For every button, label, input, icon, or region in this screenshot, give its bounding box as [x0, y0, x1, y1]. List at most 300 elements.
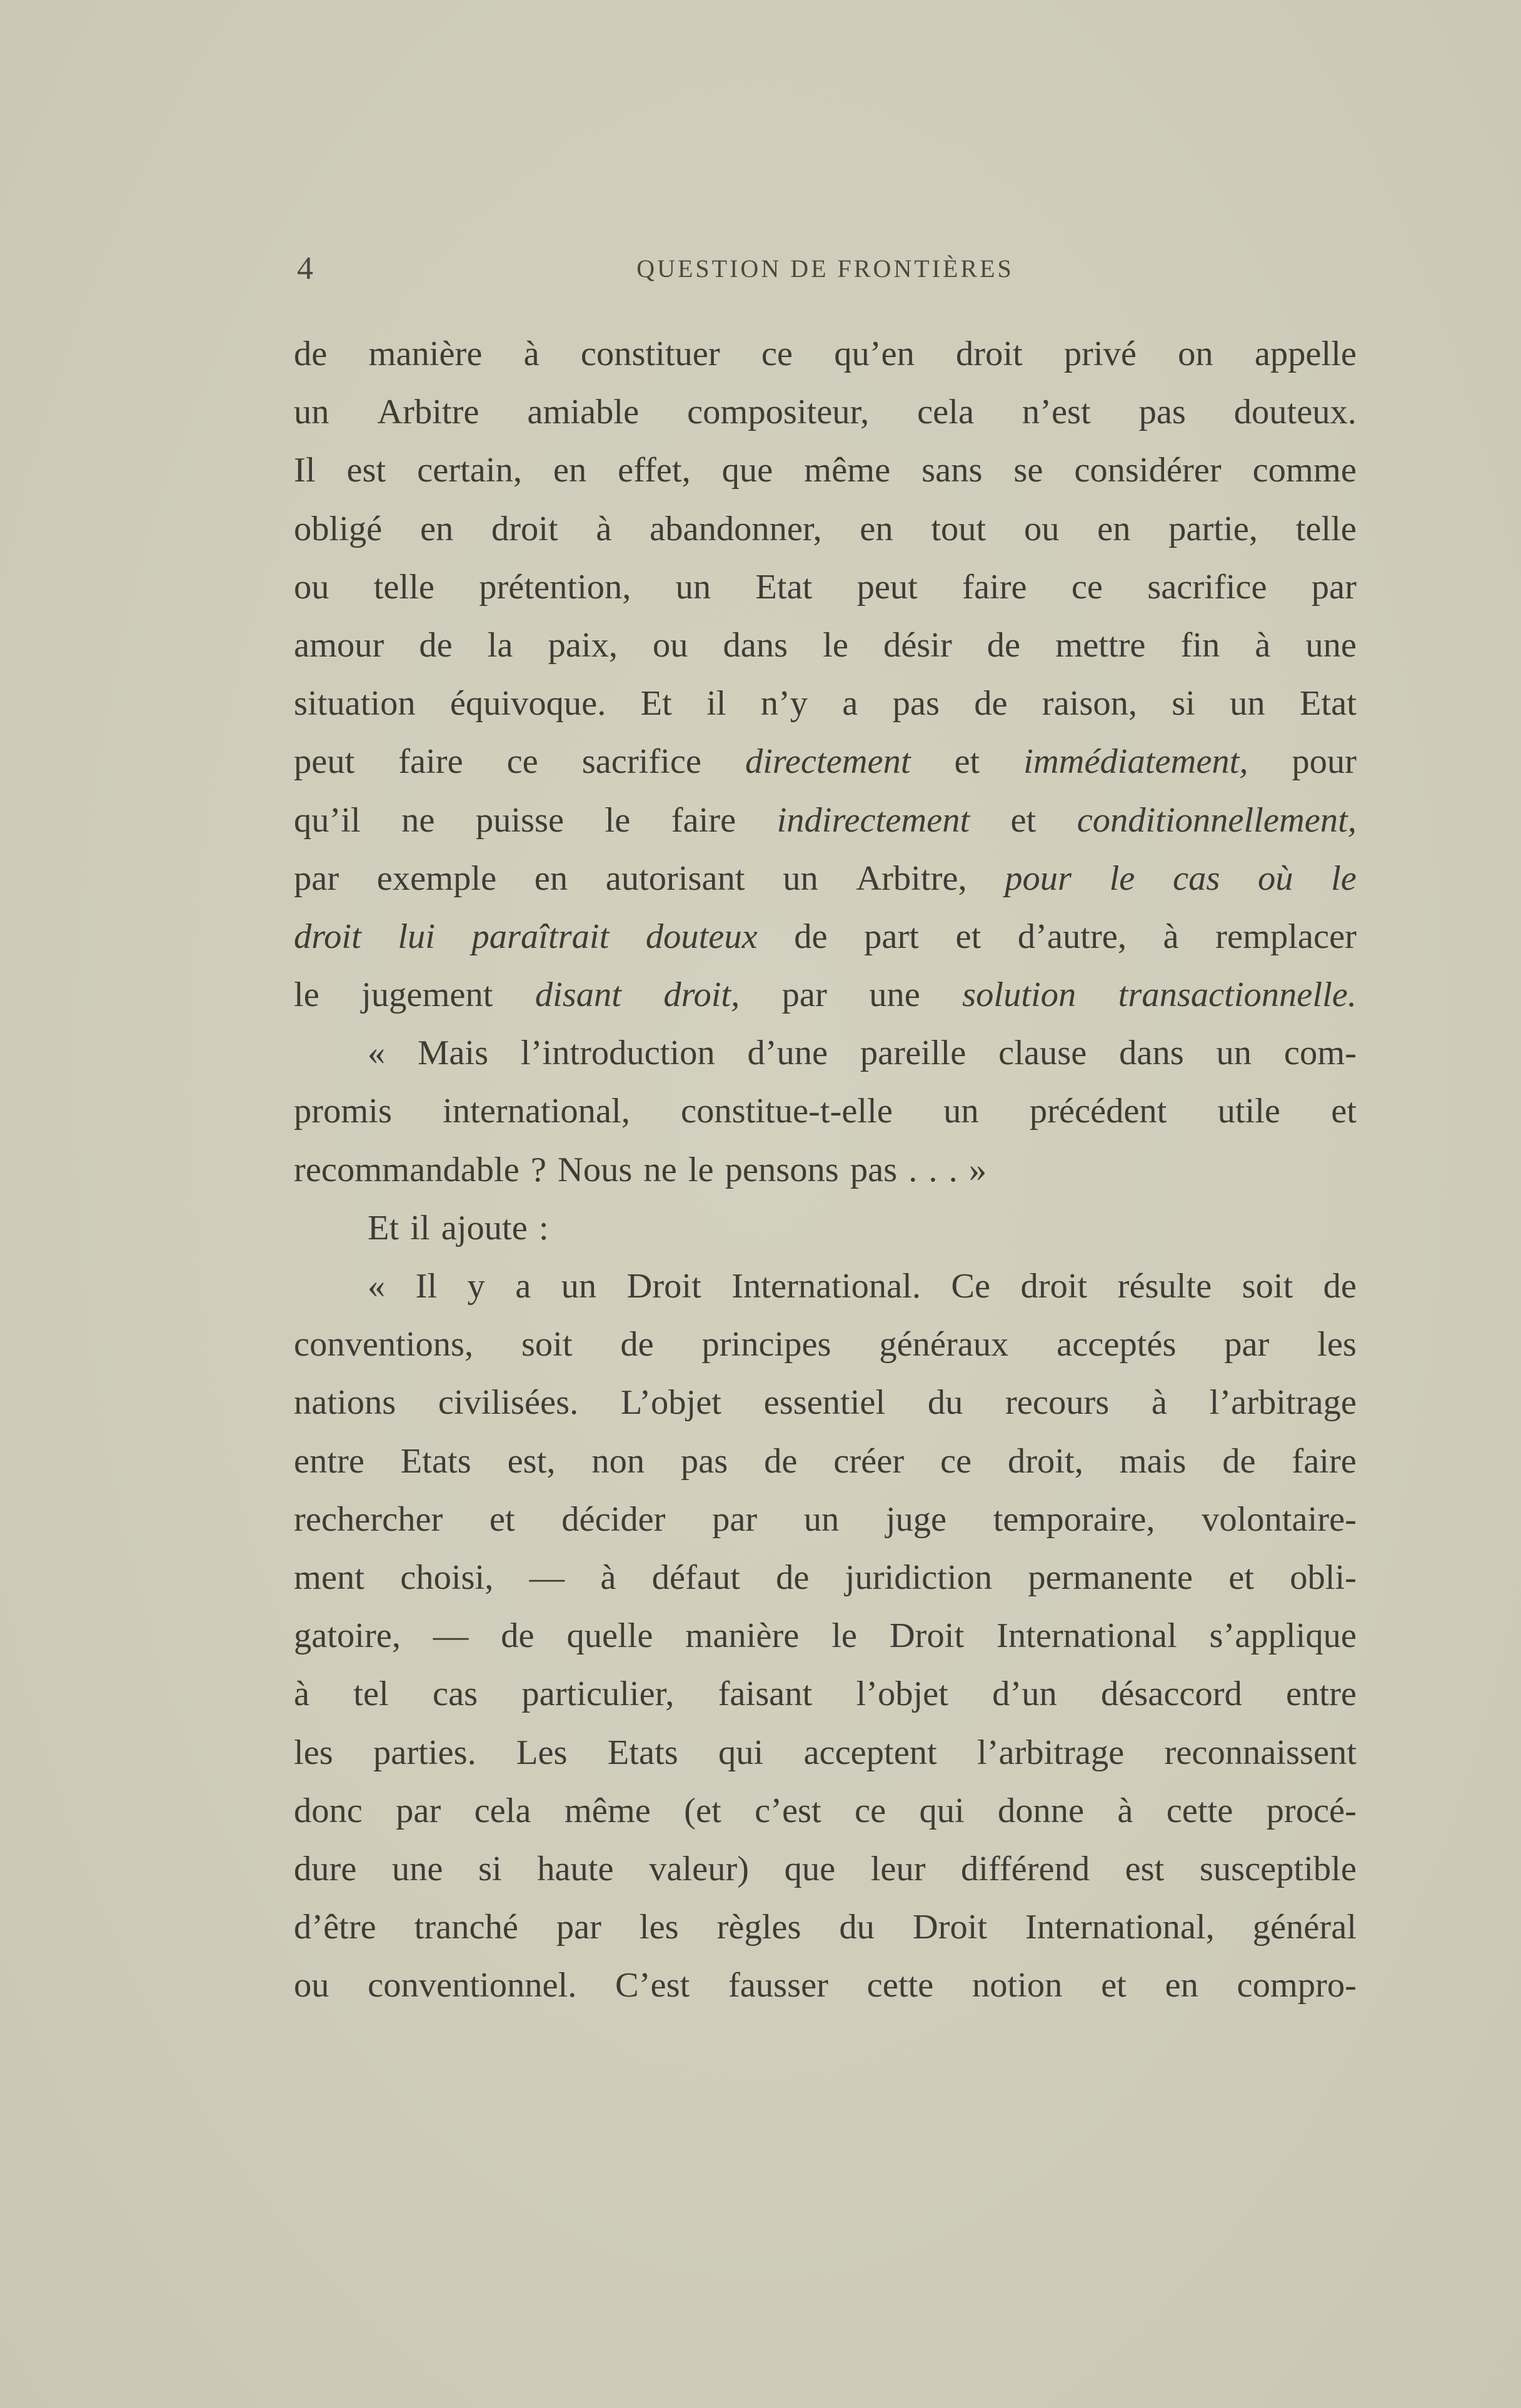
text-line [294, 1957, 1357, 2015]
text-line [294, 1782, 1357, 1840]
italic-word: douteux [645, 917, 758, 956]
word: sacrifice [1147, 567, 1267, 607]
word: Etats [607, 1733, 678, 1772]
italic-word: solution [962, 975, 1077, 1015]
word: à [600, 1558, 616, 1597]
word: droit, [1007, 1441, 1083, 1481]
word: Arbitre [377, 393, 479, 432]
word: un [1216, 1034, 1252, 1073]
word: jugement [361, 975, 493, 1015]
text-line [294, 1257, 1357, 1316]
word: temporaire, [993, 1499, 1155, 1539]
text-line [294, 1024, 1357, 1082]
word: ce [940, 1441, 972, 1481]
word: droit [491, 509, 558, 548]
italic-word: droit, [663, 975, 740, 1015]
word: civilisées. [438, 1383, 579, 1423]
word: le [294, 975, 319, 1015]
word: la [487, 625, 513, 665]
word: considérer [1074, 451, 1222, 490]
word: telle [373, 567, 434, 607]
word: raison, [1042, 684, 1137, 723]
word: ou [1023, 509, 1060, 548]
word: désir [883, 625, 952, 665]
word: Droit [912, 1908, 988, 1947]
running-title: QUESTION DE FRONTIÈRES [636, 254, 1014, 283]
word: et [1101, 1966, 1127, 2005]
word: un [675, 567, 711, 607]
word: Mais [418, 1034, 489, 1073]
word: » [968, 1150, 987, 1189]
word: soit [1242, 1267, 1293, 1306]
word: se [1013, 451, 1043, 490]
word: promis [294, 1092, 392, 1131]
text-line [294, 1898, 1357, 1957]
word: différend [961, 1849, 1090, 1888]
body-text [294, 325, 1357, 2015]
italic-word: le [1109, 859, 1135, 898]
word: tranché [414, 1908, 518, 1947]
word: Droit [626, 1267, 701, 1306]
word: exemple [376, 859, 497, 898]
text-line [294, 1607, 1357, 1665]
word: généraux [879, 1325, 1009, 1364]
word: par [556, 1908, 601, 1947]
word: ce [1071, 567, 1103, 607]
word: Etats [400, 1441, 471, 1481]
word: ce [761, 335, 793, 373]
word: qu’en [834, 335, 915, 373]
text-line [294, 325, 1357, 383]
text-line [294, 558, 1357, 617]
word: abandonner, [650, 509, 822, 548]
word: le [831, 1616, 857, 1656]
word: dans [1119, 1034, 1184, 1073]
word: recours [1005, 1383, 1110, 1423]
word: ce [506, 742, 538, 782]
word: tel [353, 1675, 389, 1714]
text-line [294, 383, 1357, 441]
word: a [515, 1267, 531, 1306]
word: il [410, 1208, 430, 1247]
word: de [501, 1616, 535, 1656]
word: de [1323, 1267, 1357, 1306]
word: d’autre, [1017, 917, 1127, 956]
text-line [294, 733, 1357, 791]
word: un [943, 1092, 979, 1131]
italic-word: droit [294, 917, 361, 956]
word: permanente [1028, 1558, 1193, 1597]
word: de [620, 1325, 654, 1364]
word: ment [294, 1558, 364, 1597]
word: d’une [747, 1034, 828, 1073]
word: entre [1286, 1675, 1357, 1714]
word: nations [294, 1383, 396, 1423]
word: l’arbitrage [1209, 1383, 1357, 1423]
word: que [784, 1849, 836, 1888]
word: cela [474, 1791, 531, 1830]
word: L’objet [620, 1383, 721, 1423]
word: en [1165, 1966, 1198, 2005]
word: choisi, [400, 1558, 494, 1597]
word: faire [962, 567, 1027, 607]
word: clause [998, 1034, 1087, 1073]
word: précédent [1029, 1092, 1167, 1131]
word: à [294, 1675, 310, 1714]
word: International. [731, 1267, 921, 1306]
word: gatoire, [294, 1616, 401, 1656]
word: haute [537, 1849, 614, 1888]
word: d’être [294, 1908, 376, 1947]
word: à [1151, 1383, 1167, 1423]
word: « [368, 1267, 386, 1306]
word: procé- [1266, 1791, 1357, 1830]
word: un [294, 393, 329, 432]
word: conventions, [294, 1325, 474, 1364]
word: si [478, 1849, 502, 1888]
text-line [294, 850, 1357, 908]
text-line [294, 1141, 1357, 1199]
word: en [553, 451, 587, 490]
word: acceptés [1057, 1325, 1177, 1364]
word: de [986, 625, 1021, 665]
word: et [489, 1499, 515, 1539]
word: faire [398, 742, 463, 782]
word: en [860, 509, 893, 548]
word: recommandable [294, 1150, 520, 1189]
word: à [1163, 917, 1179, 956]
word: Etat [1299, 684, 1357, 723]
word: paix, [548, 625, 618, 665]
word: pensons [725, 1150, 839, 1189]
word: rechercher [294, 1499, 443, 1539]
text-line [294, 1724, 1357, 1782]
italic-word: lui [398, 917, 435, 956]
word: particulier, [521, 1675, 675, 1714]
word: constitue-t-elle [681, 1092, 893, 1131]
word: par [294, 859, 339, 898]
word: cela [917, 393, 975, 432]
word: parties. [373, 1733, 476, 1772]
word: Nous [558, 1150, 633, 1189]
word: par [781, 975, 827, 1015]
word: reconnaissent [1164, 1733, 1357, 1772]
word: et [955, 917, 981, 956]
text-line [294, 966, 1357, 1024]
word: un [803, 1499, 840, 1539]
word: ne [643, 1150, 677, 1189]
word: (et [684, 1791, 721, 1830]
word: un [561, 1267, 597, 1306]
word: principes [701, 1325, 831, 1364]
word: de [974, 684, 1008, 723]
word: de [1222, 1441, 1256, 1481]
word: donne [997, 1791, 1085, 1830]
word: entre [294, 1441, 364, 1481]
word: cas [433, 1675, 478, 1714]
word: est [1125, 1849, 1165, 1888]
word: faisant [718, 1675, 813, 1714]
word: « [368, 1034, 386, 1073]
word: certain, [417, 451, 522, 490]
word: susceptible [1199, 1849, 1357, 1888]
word: et [1228, 1558, 1254, 1597]
word: ? [530, 1150, 546, 1189]
page-header [294, 250, 1357, 294]
word: partie, [1168, 509, 1258, 548]
word: droit [1020, 1267, 1088, 1306]
page-number: 4 [297, 251, 314, 286]
word: Etat [755, 567, 813, 607]
word: à [1117, 1791, 1133, 1830]
word: l’objet [856, 1675, 948, 1714]
word: d’un [992, 1675, 1057, 1714]
word: quelle [566, 1616, 653, 1656]
word: pas [1138, 393, 1186, 432]
word: s’applique [1209, 1616, 1357, 1656]
word: même [804, 451, 891, 490]
word: Il [294, 451, 316, 490]
word: y [467, 1267, 485, 1306]
word: non [591, 1441, 645, 1481]
word: juridiction [845, 1558, 993, 1597]
word: puisse [475, 800, 565, 840]
word: c’est [755, 1791, 821, 1830]
word: par [1311, 567, 1357, 607]
italic-word: pour [1005, 859, 1072, 898]
word: acceptent [803, 1733, 937, 1772]
word: comme [1252, 451, 1357, 490]
word: constituer [580, 335, 720, 373]
word: pas [680, 1441, 728, 1481]
word: qui [919, 1791, 965, 1830]
word: par [396, 1791, 441, 1830]
word: désaccord [1100, 1675, 1242, 1714]
word: ou [294, 1966, 329, 2005]
word: que [721, 451, 773, 490]
text-line [294, 617, 1357, 675]
text-line [294, 1316, 1357, 1374]
word: qui [718, 1733, 764, 1772]
word: droit [956, 335, 1023, 373]
word: Arbitre, [856, 859, 967, 898]
word: tout [931, 509, 986, 548]
word: leur [870, 1849, 926, 1888]
word: le [823, 625, 848, 665]
word: en [419, 509, 454, 548]
text-line [294, 441, 1357, 500]
word: obligé [294, 509, 383, 548]
word: manière [368, 335, 483, 373]
text-line [294, 908, 1357, 966]
word: douteux. [1233, 393, 1357, 432]
word: n’y [760, 684, 808, 723]
word: autorisant [605, 859, 745, 898]
word: par [1224, 1325, 1270, 1364]
word: le [605, 800, 631, 840]
word: pour [1292, 742, 1357, 782]
word: faire [1292, 1441, 1357, 1481]
word: même [564, 1791, 651, 1830]
word: peut [294, 742, 355, 782]
word: — [433, 1616, 469, 1656]
word: du [927, 1383, 963, 1423]
word: n’est [1022, 393, 1091, 432]
word: décider [561, 1499, 666, 1539]
word: et [1010, 800, 1037, 840]
word: privé [1063, 335, 1137, 373]
word: dans [723, 625, 788, 665]
word: règles [716, 1908, 801, 1947]
word: pas [892, 684, 940, 723]
word: équivoque. [449, 684, 606, 723]
word: un [783, 859, 818, 898]
word: remplacer [1215, 917, 1357, 956]
word: . [928, 1150, 938, 1189]
word: est [346, 451, 386, 490]
word: pas [850, 1150, 898, 1189]
word: Droit [889, 1616, 965, 1656]
italic-word: transactionnelle. [1118, 975, 1357, 1015]
word: soit [521, 1325, 573, 1364]
word: donc [294, 1791, 363, 1830]
word: valeur) [649, 1849, 750, 1888]
word: faire [671, 800, 736, 840]
word: amiable [527, 393, 640, 432]
word: de [776, 1558, 810, 1597]
word: amour [294, 625, 384, 665]
italic-word: indirectement [776, 800, 970, 840]
word: appelle [1254, 335, 1357, 373]
text-line [294, 1374, 1357, 1432]
italic-word: paraîtrait [471, 917, 610, 956]
word: du [839, 1908, 875, 1947]
word: part [864, 917, 919, 956]
word: compositeur, [687, 393, 870, 432]
word: sans [921, 451, 983, 490]
word: une [1305, 625, 1357, 665]
word: ce [855, 1791, 886, 1830]
word: com- [1283, 1034, 1357, 1073]
word: est, [507, 1441, 556, 1481]
word: les [1317, 1325, 1357, 1364]
word: de [794, 917, 828, 956]
word: par [712, 1499, 758, 1539]
word: en [1097, 509, 1131, 548]
word: l’arbitrage [976, 1733, 1125, 1772]
word: une [391, 1849, 443, 1888]
text-line [294, 675, 1357, 733]
word: l’introduction [520, 1034, 715, 1073]
word: telle [1295, 509, 1357, 548]
text-line [294, 1665, 1357, 1723]
italic-word: disant [535, 975, 621, 1015]
word: ou [294, 567, 329, 607]
word: défaut [651, 1558, 740, 1597]
text-line [294, 1549, 1357, 1607]
word: à [1255, 625, 1271, 665]
word: : [538, 1208, 549, 1247]
italic-word: directement [745, 742, 911, 782]
text-line [294, 1840, 1357, 1898]
word: en [534, 859, 568, 898]
word: — [529, 1558, 565, 1597]
word: . [948, 1150, 958, 1189]
word: International, [1025, 1908, 1215, 1947]
word: Il [415, 1267, 438, 1306]
word: les [639, 1908, 679, 1947]
word: notion [971, 1966, 1063, 2005]
word: et [1331, 1092, 1357, 1131]
word: prétention, [479, 567, 631, 607]
italic-word: où [1257, 859, 1293, 898]
word: a [842, 684, 858, 723]
word: mettre [1055, 625, 1146, 665]
word: international, [443, 1092, 630, 1131]
word: Les [516, 1733, 568, 1772]
word: ajoute [441, 1208, 528, 1247]
italic-word: cas [1173, 859, 1220, 898]
word: ne [401, 800, 435, 840]
text-line [294, 500, 1357, 558]
word: qu’il [294, 800, 361, 840]
word: dure [294, 1849, 357, 1888]
word: utile [1217, 1092, 1281, 1131]
word: situation [294, 684, 416, 723]
word: Et [368, 1208, 399, 1247]
word: obli- [1290, 1558, 1357, 1597]
word: peut [856, 567, 918, 607]
word: les [294, 1733, 333, 1772]
word: . [908, 1150, 918, 1189]
word: Et [640, 684, 672, 723]
word: et [954, 742, 980, 782]
word: de [294, 335, 328, 373]
word: juge [885, 1499, 947, 1539]
word: de [419, 625, 453, 665]
word: Ce [951, 1267, 991, 1306]
italic-word: immédiatement, [1023, 742, 1248, 782]
word: C’est [615, 1966, 690, 2005]
text-line [294, 1433, 1357, 1491]
word: résulte [1117, 1267, 1212, 1306]
word: sacrifice [581, 742, 702, 782]
word: une [869, 975, 920, 1015]
word: fin [1180, 625, 1220, 665]
text-line [294, 1082, 1357, 1141]
word: mais [1119, 1441, 1187, 1481]
text-line [294, 1491, 1357, 1549]
word: conventionnel. [368, 1966, 577, 2005]
word: si [1172, 684, 1195, 723]
word: pareille [860, 1034, 966, 1073]
text-line [294, 1199, 1357, 1257]
word: essentiel [763, 1383, 886, 1423]
word: il [706, 684, 726, 723]
word: général [1252, 1908, 1357, 1947]
word: effet, [618, 451, 691, 490]
word: on [1178, 335, 1213, 373]
word: un [1230, 684, 1265, 723]
italic-word: conditionnellement, [1077, 800, 1357, 840]
word: compro- [1237, 1966, 1357, 2005]
word: manière [685, 1616, 800, 1656]
italic-word: le [1331, 859, 1357, 898]
word: à [523, 335, 540, 373]
word: de [764, 1441, 798, 1481]
word: ou [652, 625, 688, 665]
word: volontaire- [1202, 1499, 1357, 1539]
